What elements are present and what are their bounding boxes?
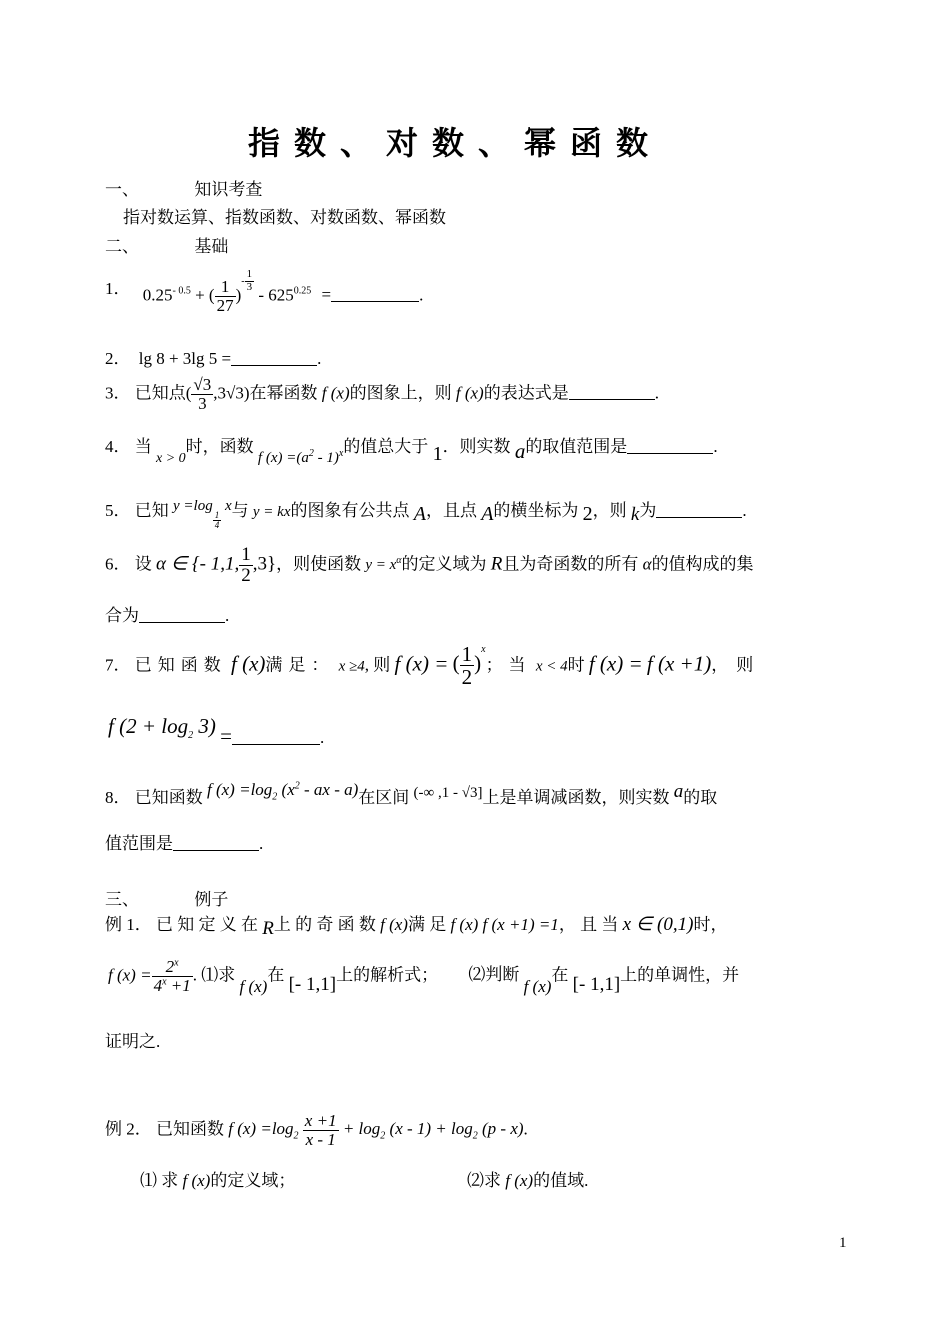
function: f (x) = <box>394 651 449 676</box>
function: f (x) =log <box>228 1119 294 1139</box>
text: ， 且 当 <box>558 915 619 934</box>
answer-blank[interactable] <box>331 284 419 302</box>
text: 满足： <box>265 655 335 675</box>
text: 时， <box>693 915 728 934</box>
text: 时，函数 <box>185 437 254 456</box>
subscript: 2 <box>293 1130 299 1142</box>
base: 0.25 <box>142 285 173 305</box>
operator: + ( <box>195 285 215 305</box>
period: . <box>713 437 718 456</box>
text: 的取 <box>683 788 718 807</box>
text: 时 <box>567 655 585 675</box>
text: 的图象有公共点 <box>290 501 410 520</box>
text: 且为奇函数的所有 <box>502 554 639 574</box>
fraction <box>215 278 236 315</box>
exponent: x <box>481 644 486 656</box>
paren: ( <box>185 383 192 403</box>
numerator: 1 <box>461 642 473 666</box>
equals: = <box>321 285 332 305</box>
text: 在幂函数 <box>249 383 318 403</box>
expression: lg 8 + 3lg 5 = <box>138 349 232 368</box>
period: . <box>319 728 325 747</box>
function: f (x) =log <box>207 780 273 799</box>
exponent: 2 <box>294 780 300 792</box>
subscript: 2 <box>472 1130 478 1142</box>
section-label: 基础 <box>194 237 229 257</box>
example-2 <box>105 1112 528 1149</box>
text: 的横坐标为 <box>493 501 579 520</box>
text: ，则 <box>711 655 762 675</box>
function-tail: - 1) <box>313 450 339 466</box>
example-1 <box>105 910 728 939</box>
period: . <box>317 349 322 368</box>
text: 在 <box>551 965 569 985</box>
section-number: 一、 <box>105 180 139 200</box>
operator: - 625 <box>258 285 294 305</box>
exponent: 0.25 <box>293 285 312 297</box>
function: f (x) = <box>108 965 152 985</box>
equation: f (x) f (x +1) =1 <box>450 915 559 934</box>
number: 2 <box>582 503 593 525</box>
text: ．则实数 <box>442 437 511 456</box>
denominator: 3 <box>198 393 207 413</box>
numerator: 1 <box>214 509 220 520</box>
exponent: - 0.5 <box>172 285 191 297</box>
example-2-part-2 <box>467 1166 588 1191</box>
fraction <box>152 958 193 995</box>
text: ，且点 <box>425 501 477 520</box>
condition: x ∈ (0,1) <box>622 914 694 935</box>
function: f (x) <box>239 977 268 997</box>
text: 的定义域； <box>210 1171 296 1190</box>
section-3-heading <box>105 885 228 910</box>
question-6-line-2 <box>105 601 229 626</box>
question-8-line-2 <box>105 829 263 854</box>
exponent: α <box>396 555 402 567</box>
point: A <box>413 503 426 525</box>
function: f (x) <box>321 383 350 403</box>
section-label: 知识考查 <box>194 180 263 200</box>
page-title: 指数、对数、幂函数 <box>248 124 663 162</box>
function: y = kx <box>252 504 291 520</box>
function: f (x) <box>231 651 266 676</box>
text: , 则 <box>364 655 391 675</box>
function: f (x +1) <box>646 651 712 676</box>
example-label: 例 2． <box>105 1119 152 1139</box>
example-2-part-1 <box>140 1166 295 1191</box>
paren: ) <box>235 285 242 305</box>
text: 在 <box>267 965 285 985</box>
exponent: x <box>162 976 167 988</box>
text: ⑵判断 <box>468 965 520 985</box>
variable: x <box>224 498 232 514</box>
numerator: 2 <box>165 957 175 976</box>
subscript: 2 <box>188 730 194 742</box>
condition: x ≥4 <box>338 658 365 675</box>
interval: (-∞ ,1 - √3] <box>413 785 483 801</box>
equals: = <box>220 724 232 748</box>
answer-blank[interactable] <box>231 348 317 366</box>
denominator: 3 <box>246 280 253 293</box>
text: ，则 <box>592 501 627 520</box>
text: 设 <box>134 554 152 574</box>
fraction <box>303 1112 339 1149</box>
numerator: x +1 <box>304 1111 337 1130</box>
text: 与 <box>231 501 249 520</box>
numerator: 1 <box>215 278 236 297</box>
question-7 <box>105 643 761 688</box>
text: ⑴ 求 <box>140 1171 179 1190</box>
section-2-heading <box>105 232 228 257</box>
point: A <box>481 503 494 525</box>
question-number: 3． <box>105 383 131 403</box>
answer-blank[interactable] <box>139 605 225 623</box>
function: f (x) =(a <box>257 450 309 466</box>
function: y =log <box>173 498 213 514</box>
period: . <box>225 606 230 625</box>
answer-blank[interactable] <box>656 500 742 518</box>
text: ，则使函数 <box>276 554 362 574</box>
text: . ⑴求 <box>192 965 236 985</box>
section-label: 例子 <box>194 890 229 910</box>
interval: [- 1,1] <box>572 974 621 996</box>
question-number: 8． <box>105 788 131 807</box>
denominator: 27 <box>216 295 234 315</box>
question-4 <box>105 432 718 466</box>
function: - ax - a) <box>299 780 359 799</box>
variable: k <box>630 504 640 525</box>
variable: a <box>514 439 526 463</box>
text: 的值总大于 <box>343 437 429 456</box>
numerator: 1 <box>246 268 253 281</box>
section-1-heading <box>105 175 262 200</box>
exponent: x <box>174 957 179 969</box>
text: 的值域. <box>533 1171 589 1190</box>
text: 值范围是 <box>105 834 173 853</box>
text: 上的单调性，并 <box>620 965 740 985</box>
question-3 <box>105 376 659 413</box>
denominator-tail: +1 <box>166 975 191 995</box>
question-7-line-2 <box>108 714 325 748</box>
condition: x > 0 <box>156 451 186 466</box>
fraction <box>191 376 213 413</box>
page-number: 1 <box>839 1235 847 1251</box>
fraction <box>239 545 253 586</box>
period: . <box>742 501 747 520</box>
function: f (x) = <box>588 651 643 676</box>
text: 在区间 <box>358 788 410 807</box>
denominator: 2 <box>461 665 473 690</box>
question-8 <box>105 780 718 810</box>
answer-blank[interactable] <box>173 833 259 851</box>
paren: ( <box>452 651 460 676</box>
set-end: ,3} <box>252 553 277 575</box>
text: 上的解析式； <box>336 965 439 985</box>
period: . <box>259 834 264 853</box>
denominator: x - 1 <box>305 1129 336 1149</box>
text: 的定义域为 <box>401 554 487 574</box>
numerator: 1 <box>241 544 251 565</box>
function: f (x) <box>523 977 552 997</box>
text: 已知 <box>134 501 169 520</box>
function: f (x) <box>182 1171 211 1190</box>
question-2 <box>105 344 321 369</box>
expression: f (2 + log <box>108 714 189 738</box>
text: 已知函数 <box>134 788 203 807</box>
interval: [- 1,1] <box>288 974 337 996</box>
section-number: 三、 <box>105 890 139 910</box>
condition: x < 4 <box>535 658 568 675</box>
exponent: 2 <box>308 448 314 459</box>
set-R: R <box>262 918 274 939</box>
answer-blank[interactable] <box>569 382 655 400</box>
example-label: 例 1． <box>105 915 152 934</box>
number: 1 <box>432 443 443 465</box>
question-number: 7． <box>105 655 131 675</box>
text: 的表达式是 <box>483 383 569 403</box>
variable: α <box>642 554 652 574</box>
exp-fraction <box>245 269 255 293</box>
expression: (x - 1) + log <box>385 1119 473 1139</box>
section-1-content: 指对数运算、指数函数、对数函数、幂函数 <box>123 208 446 228</box>
question-1 <box>105 268 424 315</box>
question-number: 5． <box>105 501 131 520</box>
function: (x <box>277 780 295 799</box>
text: ；当 <box>485 655 532 675</box>
function: f (x) <box>380 915 408 934</box>
period: . <box>523 1119 528 1139</box>
text: 合为 <box>105 606 139 625</box>
example-1-line-2 <box>108 958 739 995</box>
text: 上 的 奇 函 数 <box>273 915 376 934</box>
function: f (x) <box>455 383 484 403</box>
question-5 <box>105 496 747 531</box>
denominator: 4 <box>214 520 220 531</box>
question-number: 2． <box>105 349 131 368</box>
question-number: 6． <box>105 554 131 574</box>
expression: (p - x) <box>477 1119 524 1139</box>
paren: ) <box>474 651 482 676</box>
text: 的值构成的集 <box>651 554 754 574</box>
set-expression: α ∈ {- 1,1, <box>156 553 240 575</box>
function: y = x <box>365 557 397 574</box>
text: 满 足 <box>407 915 447 934</box>
function: f (x) <box>505 1171 534 1190</box>
section-number: 二、 <box>105 237 139 257</box>
fraction <box>460 643 475 688</box>
text: 已知函数 <box>156 1119 224 1139</box>
text: 为 <box>639 501 657 520</box>
exp-sign: - <box>241 275 245 287</box>
denominator: 2 <box>241 564 251 586</box>
denominator: 4 <box>153 975 163 995</box>
expression: ,3√3) <box>213 383 250 403</box>
answer-blank[interactable] <box>232 727 320 745</box>
numerator: √3 <box>193 375 212 394</box>
text: 当 <box>134 437 152 456</box>
question-number: 1． <box>105 279 131 298</box>
variable: a <box>673 781 684 802</box>
text: ⑵求 <box>467 1171 501 1190</box>
question-6 <box>105 545 754 586</box>
text: 已知点 <box>134 383 186 403</box>
text: 的图象上，则 <box>349 383 452 403</box>
expression: + log <box>342 1119 381 1139</box>
text: 已知函数 <box>134 655 227 675</box>
example-1-line-3: 证明之. <box>105 1032 161 1051</box>
subscript: 2 <box>272 791 278 803</box>
period: . <box>419 285 424 305</box>
exponent: x <box>338 448 344 459</box>
answer-blank[interactable] <box>627 436 713 454</box>
text: 的取值范围是 <box>525 437 628 456</box>
set-R: R <box>490 553 503 575</box>
text: 已 知 定 义 在 <box>156 915 258 934</box>
log-base-fraction <box>213 511 222 531</box>
subscript: 2 <box>380 1130 386 1142</box>
question-number: 4． <box>105 437 131 456</box>
period: . <box>654 383 659 403</box>
text: 上是单调减函数，则实数 <box>482 788 670 807</box>
expression: 3) <box>193 714 216 738</box>
